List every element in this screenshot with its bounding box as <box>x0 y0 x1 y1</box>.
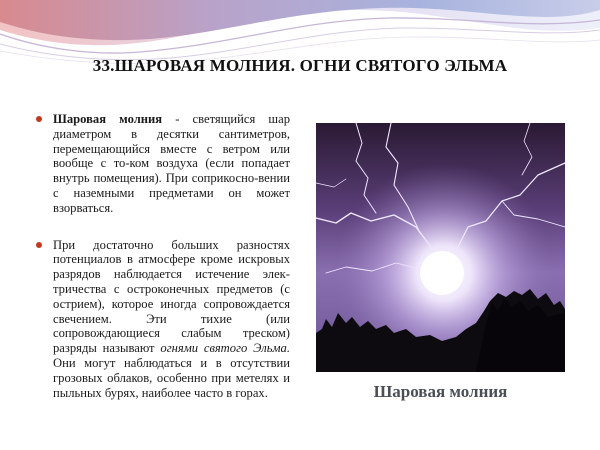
bullet-text: При достаточно больших разностях потенциалов в атмосфере кроме искровых разрядов наблюдается истечение элек-тричества с остроконечных предметов (с острием), которое иногда сопровождается свечением. Эти тихие (или сопровождающиеся слабым треском) разряды называют <box>53 237 290 356</box>
bullet-text-continued: Они могут наблюдаться и в отсутствии грозовых облаков, особенно при метелях и пыльных бурях, наиболее часто в горах. <box>53 355 290 400</box>
photo-caption: Шаровая молния <box>373 382 508 401</box>
bullet-list <box>36 112 290 400</box>
bullet-item-st-elmo-fire <box>36 238 290 401</box>
bullet-icon <box>36 116 42 122</box>
bullet-emphasis: огнями святого Эльма. <box>160 341 290 356</box>
bullet-icon <box>36 242 42 248</box>
bullet-text: - светящийся шар диаметром в десятки сантиметров, перемещающийся вместе с ветром или вообще с то-ком воздуха (если попадает внутрь помещения). При соприкосно-вении с наземными предметами он может взорваться. <box>53 112 290 215</box>
bullet-term: Шаровая молния <box>53 112 163 126</box>
ball-lightning-photo <box>316 123 565 372</box>
slide-title: 33.ШАРОВАЯ МОЛНИЯ. ОГНИ СВЯТОГО ЭЛЬМА <box>92 56 508 75</box>
bullet-item-ball-lightning <box>36 112 290 216</box>
